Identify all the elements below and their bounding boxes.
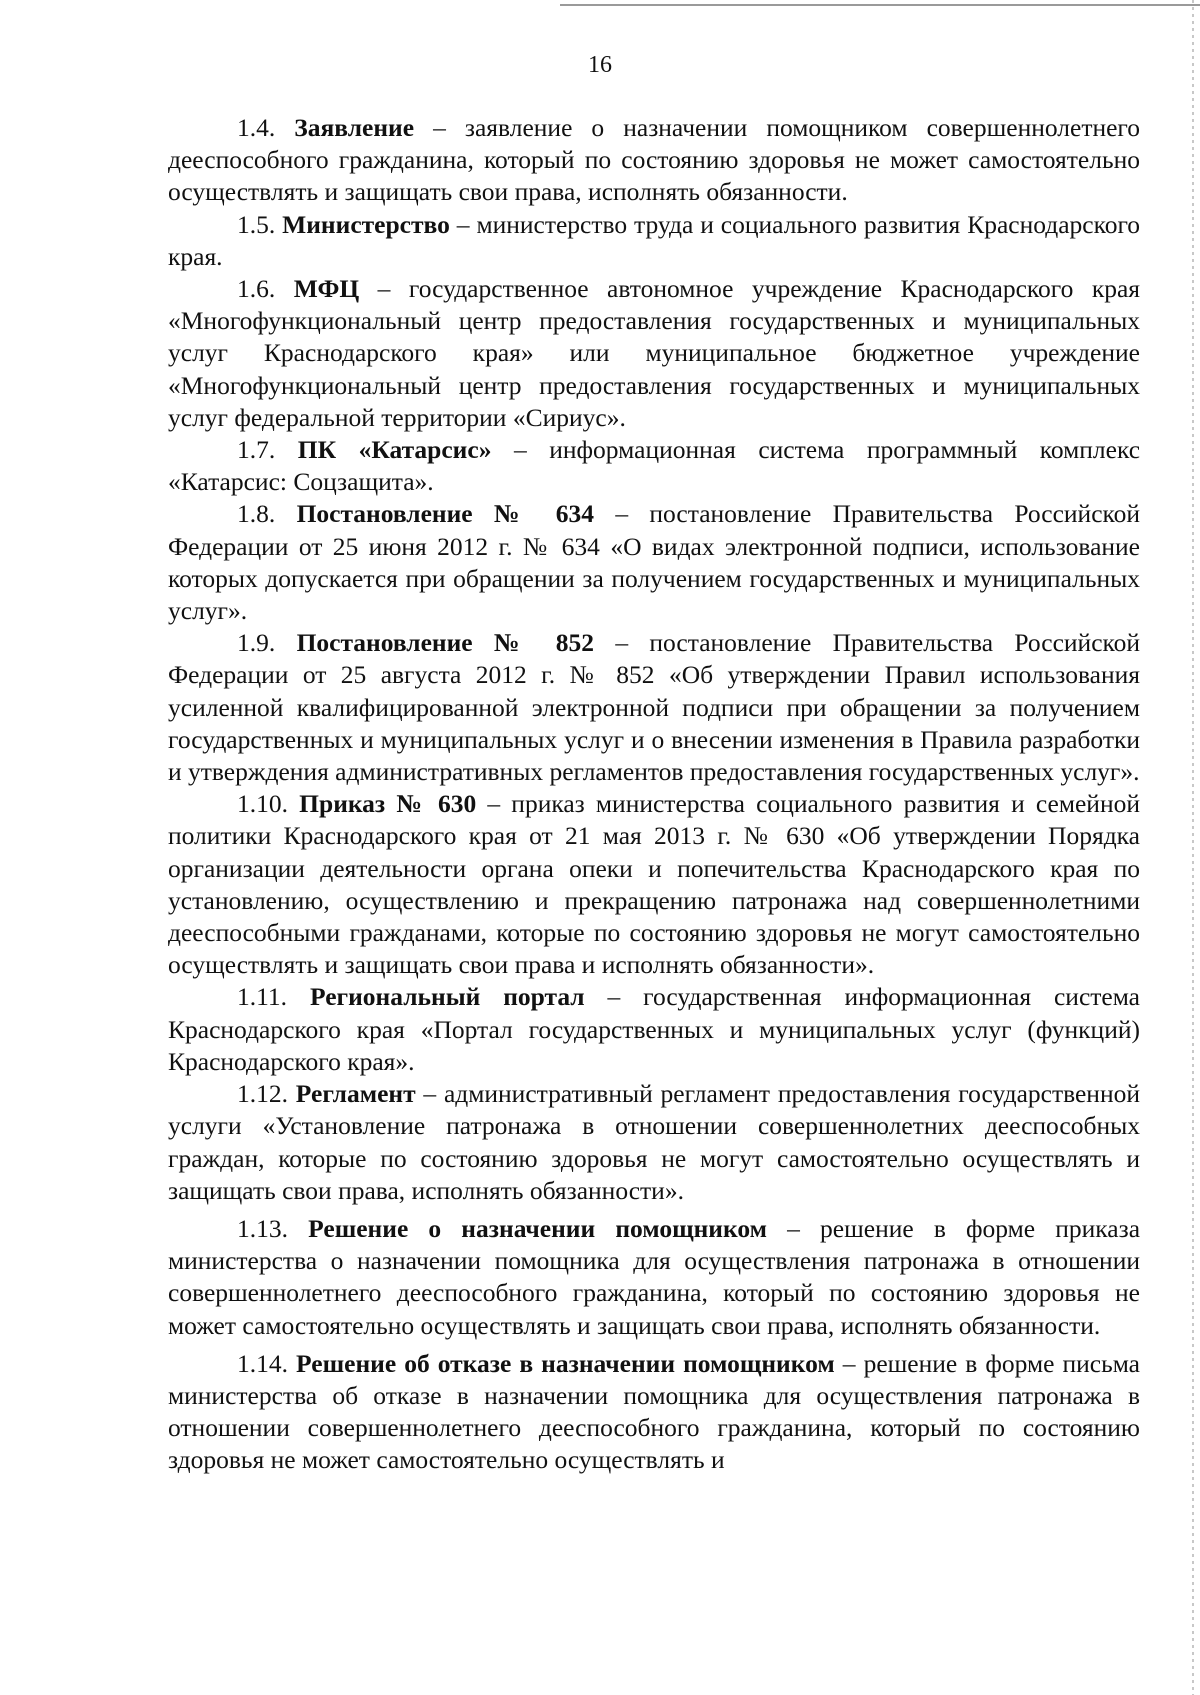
defined-term: Постановление № 634: [296, 499, 595, 529]
definition-text: – государственное автономное учреждение Краснодарского края «Многофункциональный центр предоставления государственных и муниципальных услуг Краснодарского края» или муниципальное бюджетное учреждение «Многофункциональный центр предоставления государственных и муниципальных услуг федеральной территории «Сириус».: [168, 274, 1140, 432]
definition-text: – решение в форме приказа министерства о назначении помощника для осуществления патронажа в отношении совершеннолетнего дееспособного гражданина, который по состоянию здоровья не может самостоятельно осуществлять и защищать свои права, исполнять обязанности.: [168, 1213, 1141, 1340]
defined-term: Заявление: [294, 113, 415, 142]
definition-1-4: [168, 112, 1140, 209]
defined-term: Решение об отказе в назначении помощником: [296, 1348, 835, 1378]
defined-term: Региональный портал: [309, 982, 585, 1012]
definition-1-13: [168, 1213, 1140, 1342]
definition-text: – заявление о назначении помощником совершеннолетнего дееспособного гражданина, который по состоянию здоровья не может самостоятельно осуществлять и защищать свои права, исполнять обязанности.: [168, 113, 1141, 207]
definition-text: – приказ министерства социального развития и семейной политики Краснодарского края от 21 мая 2013 г. № 630 «Об утверждении Порядка организации деятельности органа опеки и попечительства Краснодарского края по установлению, осуществлению и прекращению патронажа над совершеннолетними дееспособными гражданами, которые по состоянию здоровья не могут самостоятельно осуществлять и защищать свои права и исполнять обязанности».: [168, 789, 1140, 980]
defined-term: МФЦ: [293, 274, 360, 304]
item-number: 1.12.: [237, 1079, 288, 1109]
definition-1-12: [168, 1078, 1140, 1207]
definition-1-8: [168, 498, 1140, 627]
defined-term: Приказ № 630: [299, 789, 477, 819]
item-number: 1.7.: [237, 435, 276, 465]
definition-1-14: [168, 1348, 1140, 1477]
item-number: 1.10.: [237, 789, 288, 819]
definition-text: – постановление Правительства Российской Федерации от 25 июня 2012 г. № 634 «О видах электронной подписи, использование которых допускается при обращении за получением государственных и муниципальных услуг».: [168, 499, 1141, 626]
definition-1-11: [168, 981, 1140, 1078]
definition-text: – административный регламент предоставления государственной услуги «Установление патронажа в отношении совершеннолетних дееспособных граждан, которые по состоянию здоровья не могут самостоятельно осуществлять и защищать свои права, исполнять обязанности».: [168, 1079, 1140, 1205]
definition-text: – решение в форме письма министерства об отказе в назначении помощника для осуществления патронажа в отношении совершеннолетнего дееспособного гражданина, который по состоянию здоровья не может самостоятельно осуществлять и: [168, 1348, 1140, 1475]
definition-text: – постановление Правительства Российской Федерации от 25 августа 2012 г. № 852 «Об утверждении Правил использования усиленной квалифицированной электронной подписи при обращении за получением государственных и муниципальных услуг и о внесении изменения в Правила разработки и утверждения административных регламентов предоставления государственных услуг».: [168, 628, 1141, 787]
definition-text: – министерство труда и социального развития Краснодарского края.: [168, 209, 1141, 271]
definition-text: – информационная система программный комплекс «Катарсис: Соцзащита».: [168, 435, 1141, 497]
defined-term: Регламент: [295, 1079, 416, 1109]
definition-1-7: [168, 434, 1140, 498]
page-number: 16: [588, 52, 612, 78]
definition-text: – государственная информационная система Краснодарского края «Портал государственных и муниципальных услуг (функций) Краснодарского края».: [168, 982, 1140, 1076]
item-number: 1.11.: [237, 982, 288, 1012]
scan-border-line: [560, 4, 1200, 6]
defined-term: Решение о назначении помощником: [308, 1213, 767, 1243]
item-number: 1.6.: [237, 274, 276, 304]
defined-term: Министерство: [282, 209, 450, 239]
item-number: 1.8.: [237, 499, 276, 529]
definition-1-5: [168, 209, 1140, 273]
item-number: 1.5.: [237, 209, 276, 239]
definition-1-6: [168, 273, 1140, 434]
item-number: 1.13.: [237, 1213, 288, 1243]
defined-term: ПК «Катарсис»: [297, 435, 492, 465]
item-number: 1.9.: [237, 628, 276, 658]
item-number: 1.14.: [237, 1348, 288, 1378]
document-body: [168, 112, 1140, 1477]
scan-edge-dots: [1192, 0, 1194, 1695]
definition-1-9: [168, 627, 1140, 788]
defined-term: Постановление № 852: [296, 628, 595, 658]
item-number: 1.4.: [237, 113, 276, 142]
definition-1-10: [168, 788, 1140, 981]
